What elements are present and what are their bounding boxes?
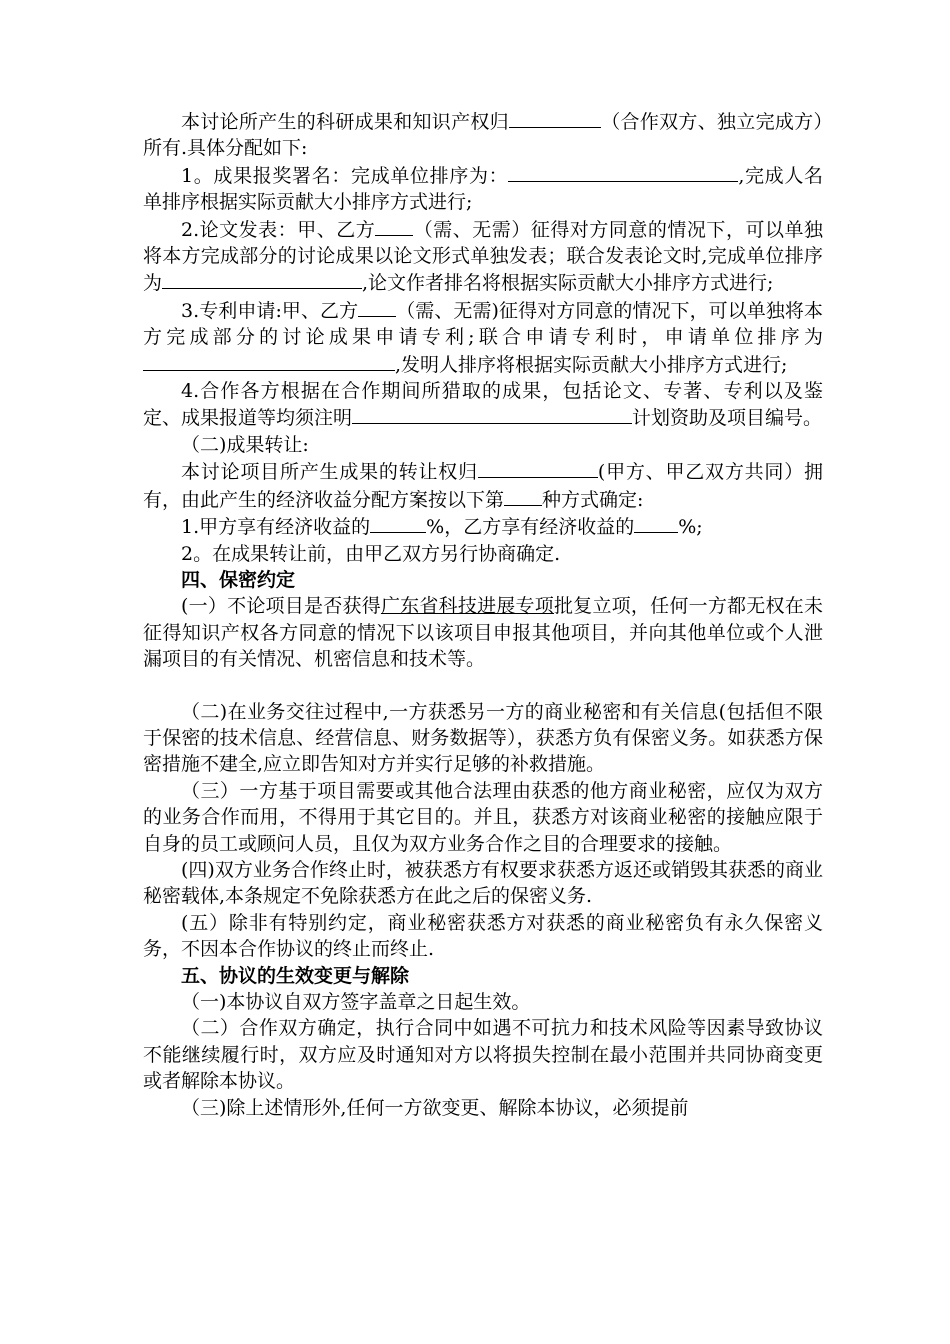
text-segment: ,完成人名单排序根据实际贡献大小排序方式进行;: [143, 164, 823, 214]
text-segment: （需、无需）征得对方同意的情况下，可以单独将本方完成部分的讨论成果以论文形式单独发表；联合发表论文时,完成单位排序为: [143, 218, 823, 295]
section-heading-effectiveness: 五、协议的生效变更与解除: [181, 964, 410, 987]
fill-blank: [162, 269, 362, 289]
fill-blank: [370, 513, 426, 533]
text-segment: %;: [678, 516, 703, 539]
underlined-project-name: 广东省科技进展专项: [380, 595, 554, 618]
paragraph-patent-application: [143, 297, 823, 378]
text-segment: ,发明人排序将根据实际贡献大小排序方式进行;: [395, 353, 788, 376]
text-segment: （需、无需)征得对方同意的情况下，可以单独将本方完成部分的讨论成果申请专利;联合申请专利时，申请单位排序为: [143, 299, 823, 349]
document-page: [143, 108, 823, 1121]
text-segment: 2.论文发表：甲、乙方: [181, 218, 376, 241]
fill-blank: [358, 297, 396, 317]
text-segment: ,论文作者排名将根据实际贡献大小排序方式进行;: [362, 272, 774, 295]
text-segment: 1.甲方享有经济收益的: [181, 516, 371, 539]
text-segment: 本讨论所产生的科研成果和知识产权归: [181, 111, 509, 133]
paragraph-award-signature: [143, 162, 823, 216]
paragraph-transfer-negotiation: 2。在成果转让前，由甲乙双方另行协商确定.: [181, 542, 561, 565]
paragraph-effectiveness-1: （一)本协议自双方签字盖章之日起生效。: [181, 991, 531, 1013]
text-segment: 计划资助及项目编号。: [632, 407, 823, 430]
blank-line: [143, 673, 823, 699]
subheading-results-transfer: （二)成果转让:: [181, 433, 309, 456]
paragraph-revenue-share: [143, 513, 823, 540]
paragraph-confidentiality-1: [143, 593, 823, 672]
fill-blank: [143, 351, 395, 371]
paragraph-confidentiality-3: （三）一方基于项目需要或其他合法理由获悉的他方商业秘密，应仅为双方的业务合作而用，不得用于其它目的。并且，获悉方对该商业秘密的接触应限于自身的员工或顾问人员，且仅为双方业务合作之目的合理要求的接触。: [143, 779, 823, 855]
paragraph-ip-ownership: [143, 108, 823, 162]
section-heading-confidentiality: 四、保密约定: [181, 568, 296, 591]
text-segment: 种方式确定:: [542, 488, 644, 511]
paragraph-confidentiality-5: (五）除非有特别约定，商业秘密获悉方对获悉的商业秘密负有永久保密义务，不因本合作协议的终止而终止.: [143, 911, 823, 961]
text-segment: 批复立项，任何一方都无权在未征得知识产权各方同意的情况下以该项目申报其他项目，并向其他单位或个人泄漏项目的有关情况、机密信息和技术等。: [143, 595, 823, 671]
paragraph-paper-publication: [143, 216, 823, 297]
paragraph-confidentiality-2: （二)在业务交往过程中,一方获悉另一方的商业秘密和有关信息(包括但不限于保密的技术信息、经营信息、财务数据等），获悉方负有保密义务。如获悉方保密措施不建全,应立即告知对方并实行足够的补救措施。: [143, 700, 823, 776]
fill-blank: [478, 458, 598, 478]
text-segment: 4.合作各方根据在合作期间所猎取的成果，包括论文、专著、专利以及鉴定、成果报道等均须注明: [143, 380, 823, 430]
text-segment: (一）不论项目是否获得: [181, 595, 381, 618]
text-segment: （合作双方、独立完成方）所有.具体分配如下:: [143, 111, 823, 160]
fill-blank: [508, 162, 738, 182]
paragraph-effectiveness-3: （三)除上述情形外,任何一方欲变更、解除本协议，必须提前: [181, 1096, 689, 1119]
text-segment: 3.专利申请:甲、乙方: [181, 299, 359, 322]
fill-blank: [375, 216, 413, 236]
text-segment: (甲方、甲乙双方共同）拥有，由此产生的经济收益分配方案按以下第: [143, 461, 823, 511]
text-segment: 本讨论项目所产生成果的转让权归: [181, 461, 478, 484]
fill-blank: [352, 404, 632, 424]
text-segment: 1。成果报奖署名：完成单位排序为：: [181, 164, 509, 187]
paragraph-results-acknowledgement: [143, 378, 823, 432]
fill-blank: [634, 513, 678, 533]
paragraph-effectiveness-2: （二）合作双方确定，执行合同中如遇不可抗力和技术风险等因素导致协议不能继续履行时，双方应及时通知对方以将损失控制在最小范围并共同协商变更或者解除本协议。: [143, 1017, 823, 1093]
paragraph-confidentiality-4: (四)双方业务合作终止时，被获悉方有权要求获悉方返还或销毁其获悉的商业秘密载体,本条规定不免除获悉方在此之后的保密义务.: [143, 858, 823, 908]
fill-blank: [509, 108, 601, 128]
paragraph-transfer-rights: [143, 458, 823, 513]
text-segment: %，乙方享有经济收益的: [426, 516, 635, 539]
fill-blank: [504, 486, 542, 506]
